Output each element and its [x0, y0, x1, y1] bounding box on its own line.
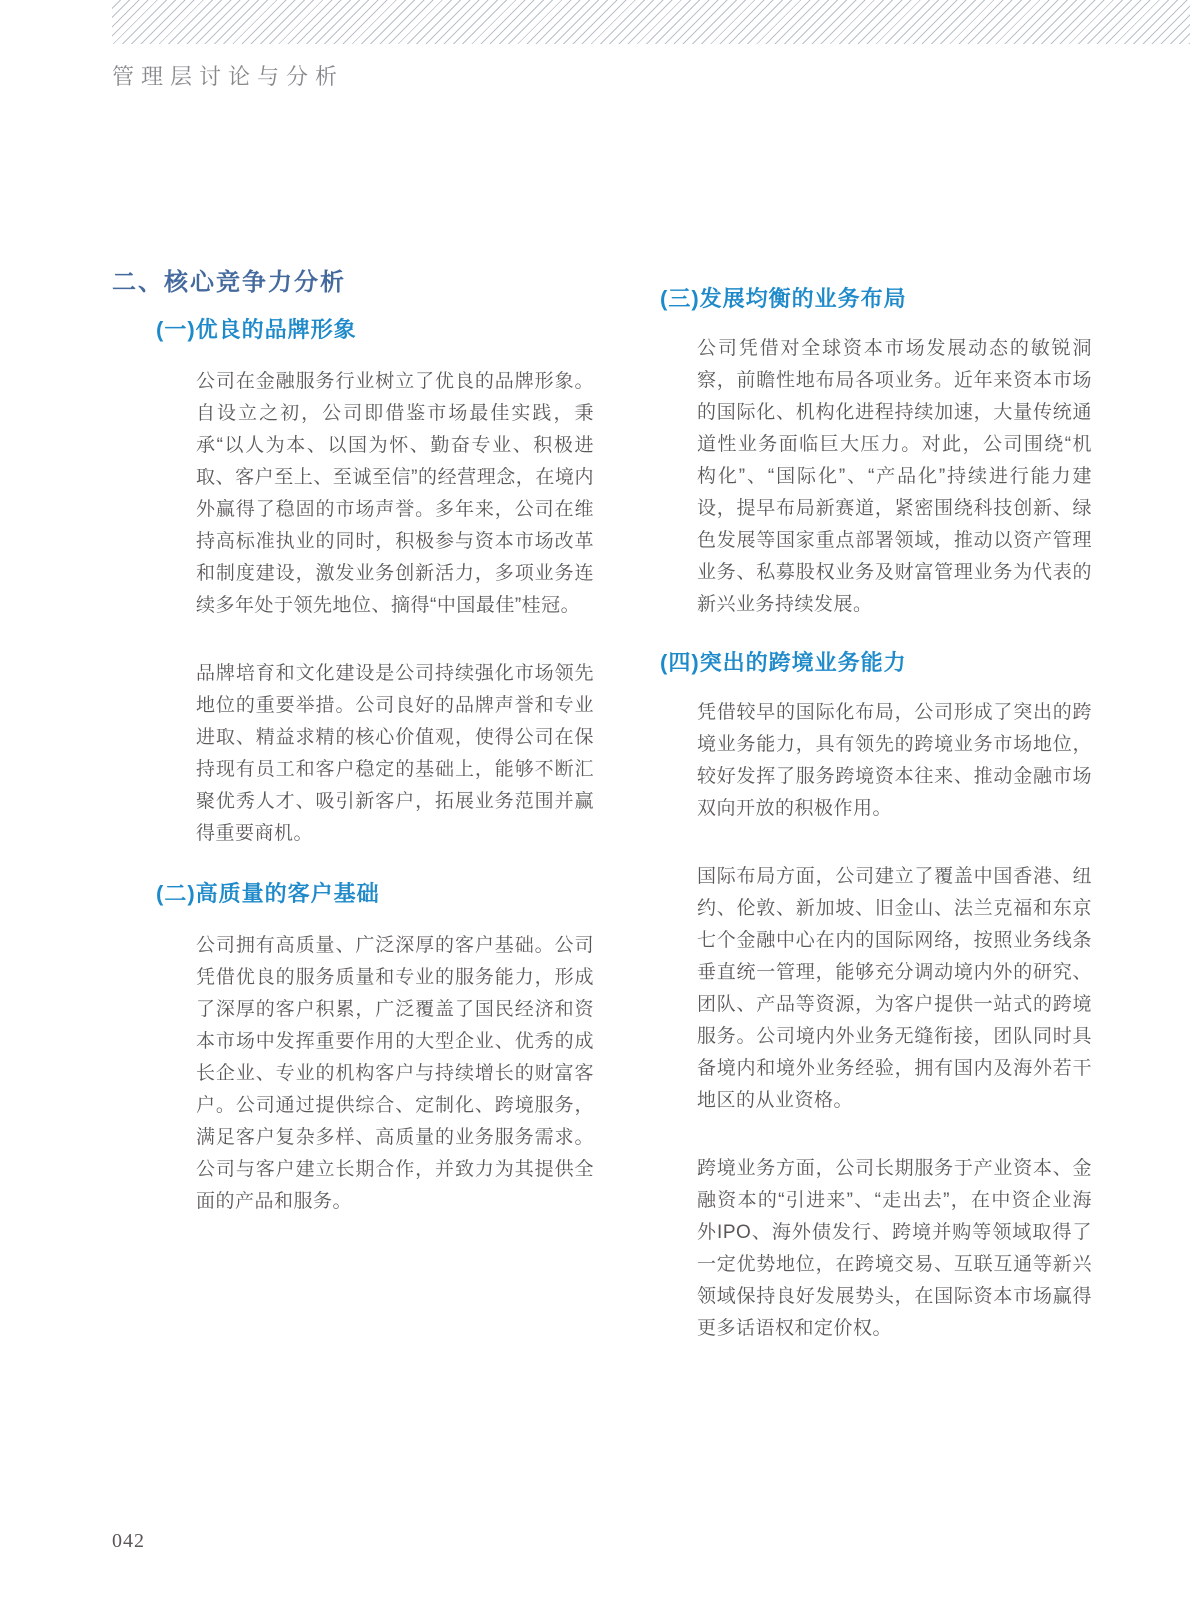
paragraph: 公司拥有高质量、广泛深厚的客户基础。公司凭借优良的服务质量和专业的服务能力，形成了深厚的客户积累，广泛覆盖了国民经济和资本市场中发挥重要作用的大型企业、优秀的成长企业、专业的机构客户与持续增长的财富客户。公司通过提供综合、定制化、跨境服务，满足客户复杂多样、高质量的业务服务需求。公司与客户建立长期合作，并致力为其提供全面的产品和服务。 [196, 935, 594, 1212]
subsection-brand-image [156, 316, 594, 850]
paragraph: 跨境业务方面，公司长期服务于产业资本、金融资本的“引进来”、“走出去”，在中资企业海外IPO、海外债发行、跨境并购等领域取得了一定优势地位，在跨境交易、互联互通等新兴领域保持良好发展势头，在国际资本市场赢得更多话语权和定价权。 [697, 1158, 1092, 1339]
decorative-hatch-band [112, 0, 1190, 44]
paragraph: 国际布局方面，公司建立了覆盖中国香港、纽约、伦敦、新加坡、旧金山、法兰克福和东京七个金融中心在内的国际网络，按照业务线条垂直统一管理，能够充分调动境内外的研究、团队、产品等资源，为客户提供一站式的跨境服务。公司境内外业务无缝衔接，团队同时具备境内和境外业务经验，拥有国内及海外若干地区的从业资格。 [697, 866, 1092, 1111]
subsection-title-business-layout: (三)发展均衡的业务布局 [660, 286, 907, 311]
subsection-client-base [156, 880, 594, 1218]
right-column [660, 285, 1092, 1345]
paragraph: 公司凭借对全球资本市场发展动态的敏锐洞察，前瞻性地布局各项业务。近年来资本市场的国际化、机构化进程持续加速，大量传统通道性业务面临巨大压力。对此，公司围绕“机构化”、“国际化”、“产品化”持续进行能力建设，提早布局新赛道，紧密围绕科技创新、绿色发展等国家重点部署领域，推动以资产管理业务、私募股权业务及财富管理业务为代表的新兴业务持续发展。 [697, 338, 1092, 615]
subsection-title-client-base: (二)高质量的客户基础 [156, 881, 380, 906]
subsection-business-layout [660, 285, 1092, 621]
page-number: 042 [112, 1530, 145, 1552]
paragraph: 品牌培育和文化建设是公司持续强化市场领先地位的重要举措。公司良好的品牌声誉和专业进取、精益求精的核心价值观，使得公司在保持现有员工和客户稳定的基础上，能够不断汇聚优秀人才、吸引新客户，拓展业务范围并赢得重要商机。 [196, 663, 594, 844]
section-title-core-competitiveness: 二、核心竞争力分析 [112, 269, 346, 296]
left-column [112, 268, 594, 1218]
page-header-title: 管理层讨论与分析 [112, 64, 345, 89]
subsection-title-crossborder-capability: (四)突出的跨境业务能力 [660, 650, 907, 675]
subsection-title-brand-image: (一)优良的品牌形象 [156, 317, 357, 342]
subsection-crossborder-capability [660, 649, 1092, 1345]
paragraph: 凭借较早的国际化布局，公司形成了突出的跨境业务能力，具有领先的跨境业务市场地位，较好发挥了服务跨境资本往来、推动金融市场双向开放的积极作用。 [697, 702, 1092, 819]
paragraph: 公司在金融服务行业树立了优良的品牌形象。自设立之初，公司即借鉴市场最佳实践，秉承“以人为本、以国为怀、勤奋专业、积极进取、客户至上、至诚至信”的经营理念，在境内外赢得了稳固的市场声誉。多年来，公司在维持高标准执业的同时，积极参与资本市场改革和制度建设，激发业务创新活力，多项业务连续多年处于领先地位、摘得“中国最佳”桂冠。 [196, 371, 594, 616]
